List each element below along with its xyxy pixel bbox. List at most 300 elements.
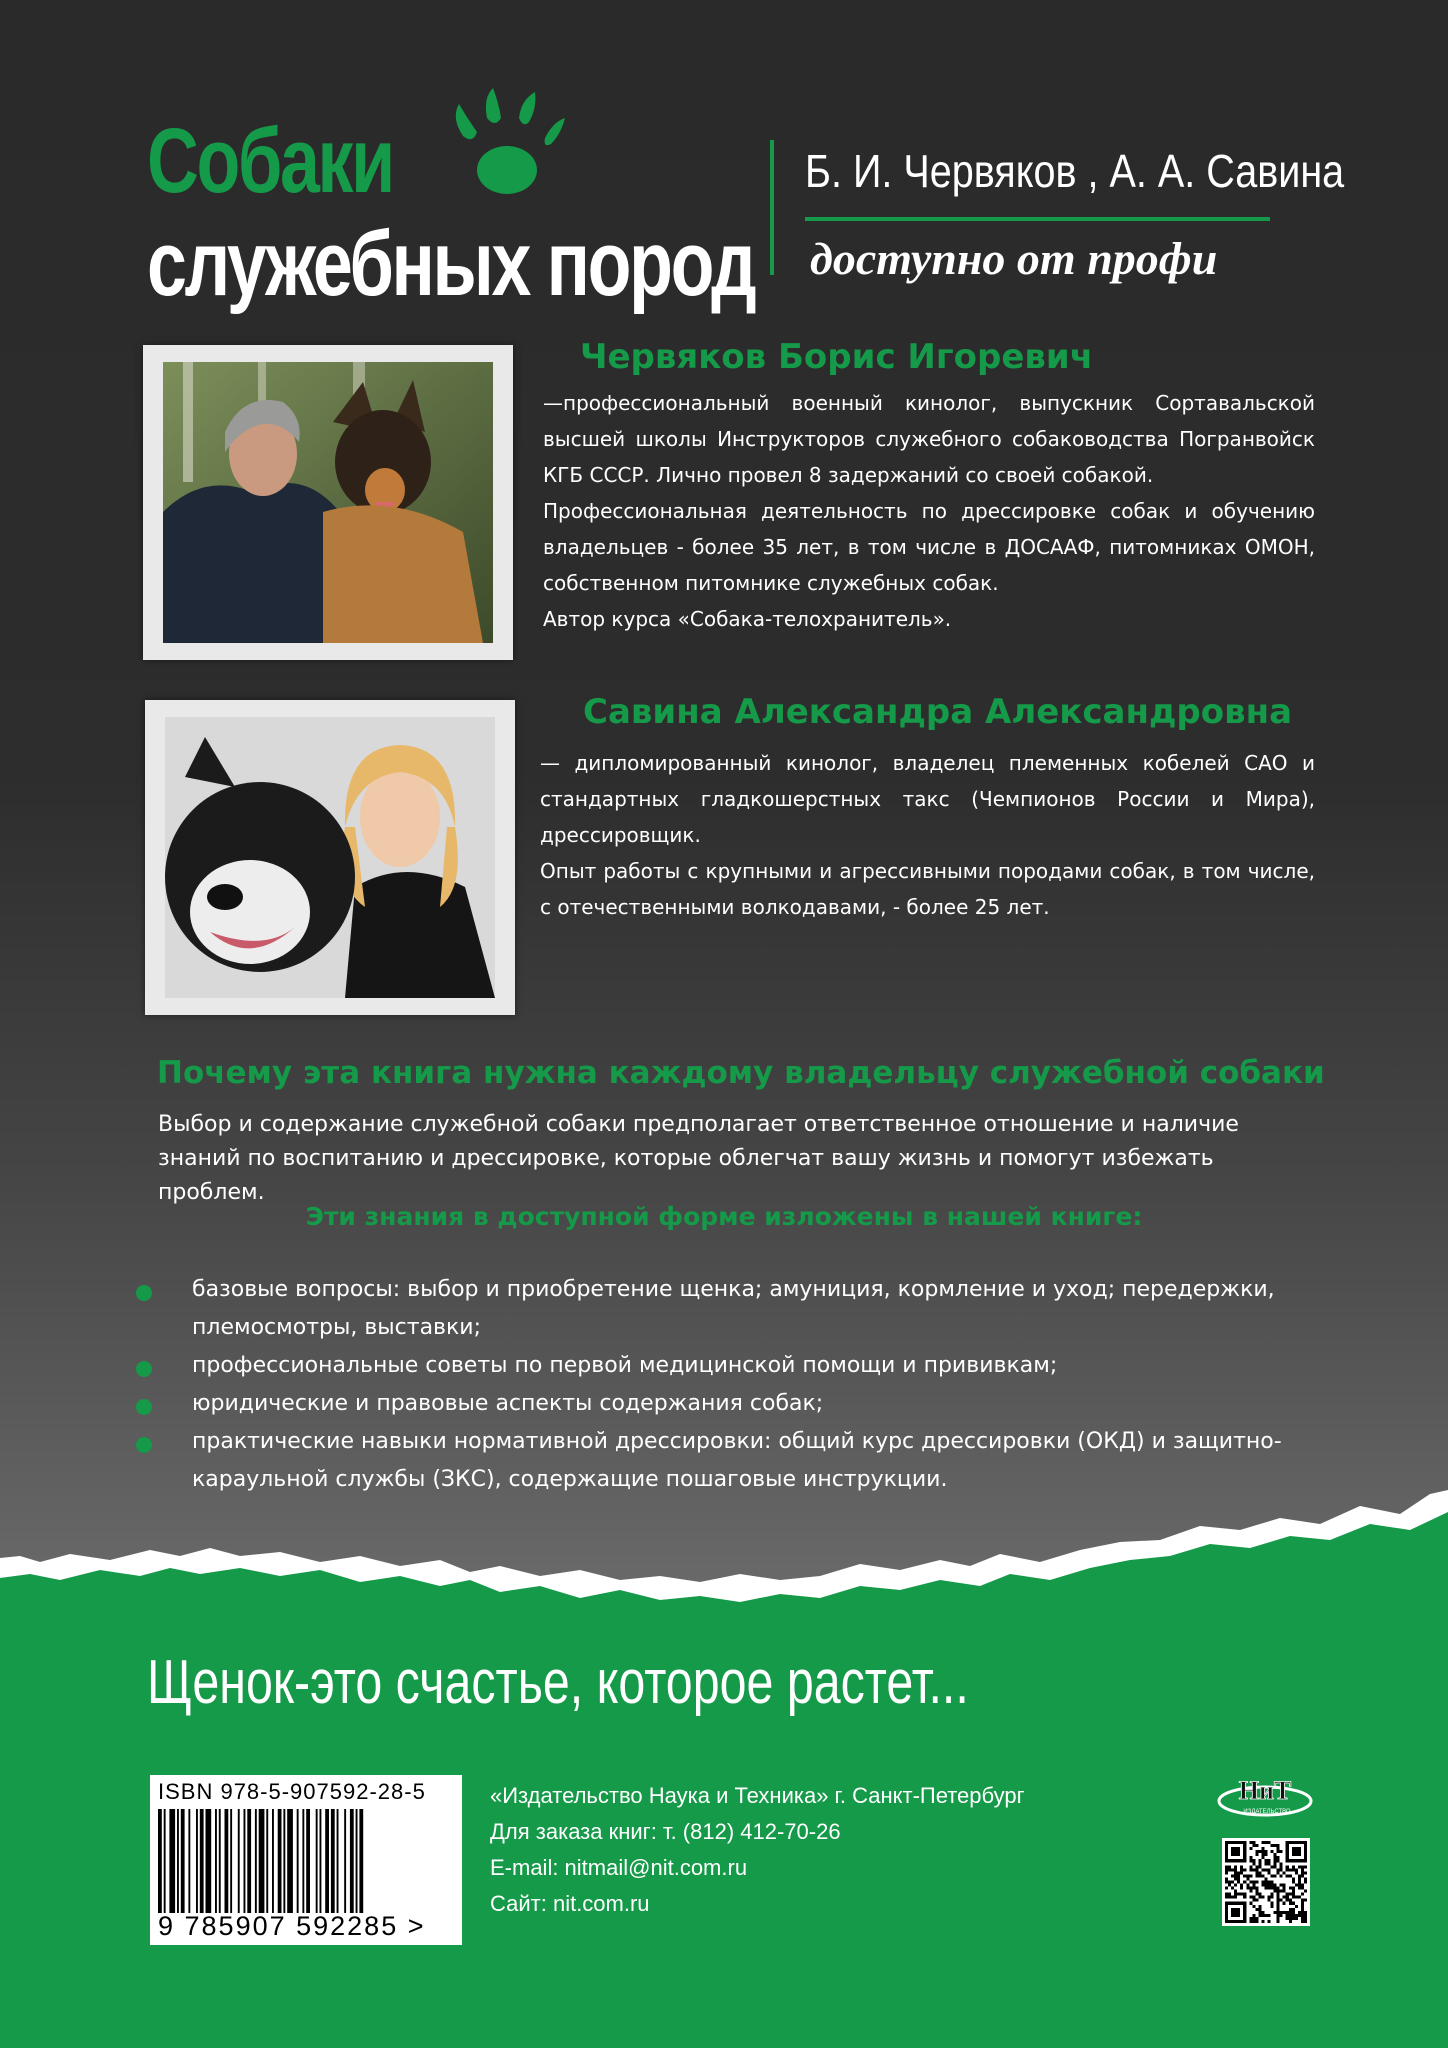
barcode-bar <box>344 1809 346 1913</box>
barcode-bar <box>219 1809 221 1913</box>
qr-module <box>1274 1874 1277 1877</box>
qr-module <box>1249 1920 1252 1923</box>
qr-module <box>1280 1890 1283 1893</box>
qr-module <box>1274 1911 1277 1914</box>
bio-paragraph: — дипломированный кинолог, владелец племенных кобелей САО и стандартных гладкошерстных такс (Чемпионов России и Мира), дрессировщик. <box>540 751 1315 847</box>
qr-module <box>1258 1908 1261 1911</box>
qr-module <box>1268 1859 1271 1862</box>
qr-module <box>1237 1877 1240 1880</box>
qr-module <box>1249 1902 1252 1905</box>
qr-module <box>1255 1908 1258 1911</box>
qr-module <box>1289 1887 1292 1890</box>
qr-module <box>1301 1902 1304 1905</box>
authors-underline <box>805 217 1270 221</box>
qr-module <box>1286 1893 1289 1896</box>
why-text: Выбор и содержание служебной собаки предполагает ответственное отношение и наличие знаний по воспитанию и дрессировке, которые облегчат вашу жизнь и помогут избежать проблем. <box>158 1112 1239 1205</box>
qr-module <box>1249 1874 1252 1877</box>
qr-module <box>1304 1914 1307 1917</box>
qr-module <box>1304 1871 1307 1874</box>
qr-module <box>1295 1868 1298 1871</box>
barcode-bar <box>225 1809 229 1913</box>
qr-module <box>1274 1865 1277 1868</box>
qr-module <box>1258 1905 1261 1908</box>
qr-module <box>1231 1880 1234 1883</box>
qr-module <box>1264 1880 1267 1883</box>
qr-module <box>1283 1884 1286 1887</box>
barcode-bar <box>272 1809 274 1913</box>
qr-module <box>1280 1914 1283 1917</box>
qr-module <box>1292 1890 1295 1893</box>
qr-module <box>1274 1844 1277 1847</box>
qr-module <box>1231 1874 1234 1877</box>
barcode-bar <box>359 1809 363 1913</box>
qr-module <box>1271 1902 1274 1905</box>
qr-module <box>1268 1862 1271 1865</box>
author-photo-cherviakov <box>143 345 513 660</box>
qr-module <box>1261 1911 1264 1914</box>
qr-module <box>1277 1868 1280 1871</box>
qr-module <box>1298 1887 1301 1890</box>
publisher-info <box>490 1778 1025 1922</box>
slogan: Щенок-это счастье, которое растет... <box>147 1648 969 1717</box>
bio-paragraph: Автор курса «Собака-телохранитель». <box>543 607 952 631</box>
qr-module <box>1228 1865 1231 1868</box>
barcode-bar <box>287 1809 293 1913</box>
qr-module <box>1295 1905 1298 1908</box>
qr-module <box>1252 1862 1255 1865</box>
qr-module <box>1298 1877 1301 1880</box>
qr-module <box>1277 1905 1280 1908</box>
qr-module <box>1289 1868 1292 1871</box>
qr-module <box>1274 1862 1277 1865</box>
bio-text-savina <box>540 745 1315 925</box>
qr-module <box>1286 1896 1289 1899</box>
qr-module <box>1264 1914 1267 1917</box>
qr-module <box>1261 1868 1264 1871</box>
qr-module <box>1283 1896 1286 1899</box>
qr-module <box>1258 1914 1261 1917</box>
qr-module <box>1283 1902 1286 1905</box>
qr-module <box>1225 1880 1228 1883</box>
qr-module <box>1225 1868 1228 1871</box>
qr-module <box>1252 1914 1255 1917</box>
qr-module <box>1225 1865 1228 1868</box>
qr-module <box>1301 1905 1304 1908</box>
qr-module <box>1298 1874 1301 1877</box>
barcode-bar <box>181 1809 185 1913</box>
qr-module <box>1268 1880 1271 1883</box>
qr-module <box>1274 1887 1277 1890</box>
qr-module <box>1264 1868 1267 1871</box>
qr-module <box>1252 1917 1255 1920</box>
qr-module <box>1283 1890 1286 1893</box>
qr-module <box>1252 1859 1255 1862</box>
qr-module <box>1246 1874 1249 1877</box>
qr-module <box>1277 1856 1280 1859</box>
publisher-site: Сайт: nit.com.ru <box>490 1891 650 1916</box>
qr-module <box>1304 1880 1307 1883</box>
qr-module <box>1255 1890 1258 1893</box>
qr-module <box>1249 1865 1252 1868</box>
qr-module <box>1304 1911 1307 1914</box>
knowledge-heading: Эти знания в доступной форме изложены в нашей книге: <box>305 1202 1143 1231</box>
qr-module <box>1237 1880 1240 1883</box>
qr-module <box>1274 1853 1277 1856</box>
list-item <box>130 1347 1330 1385</box>
qr-module <box>1292 1911 1295 1914</box>
qr-module <box>1292 1914 1295 1917</box>
publisher-phone: Для заказа книг: т. (812) 412-70-26 <box>490 1819 841 1844</box>
barcode-bar <box>169 1809 175 1913</box>
barcode-bar <box>196 1809 198 1913</box>
qr-module <box>1271 1850 1274 1853</box>
qr-module <box>1277 1890 1280 1893</box>
qr-module <box>1280 1911 1283 1914</box>
publisher-logo <box>1215 1773 1315 1819</box>
qr-module <box>1271 1905 1274 1908</box>
qr-module <box>1289 1874 1292 1877</box>
qr-module <box>1234 1896 1237 1899</box>
list-item <box>130 1271 1330 1347</box>
qr-module <box>1301 1868 1304 1871</box>
qr-module <box>1292 1893 1295 1896</box>
qr-module <box>1271 1893 1274 1896</box>
qr-module <box>1277 1899 1280 1902</box>
qr-module <box>1298 1911 1301 1914</box>
qr-module <box>1249 1868 1252 1871</box>
barcode-bar <box>302 1809 304 1913</box>
qr-module <box>1274 1856 1277 1859</box>
qr-module <box>1271 1884 1274 1887</box>
qr-module <box>1225 1887 1228 1890</box>
qr-module <box>1277 1893 1280 1896</box>
qr-module <box>1298 1914 1301 1917</box>
qr-module <box>1280 1868 1283 1871</box>
qr-module <box>1234 1877 1237 1880</box>
qr-module <box>1298 1896 1301 1899</box>
qr-module <box>1264 1887 1267 1890</box>
qr-module <box>1261 1850 1264 1853</box>
qr-module <box>1277 1887 1280 1890</box>
bullet-dot-icon <box>136 1437 152 1453</box>
qr-module <box>1295 1896 1298 1899</box>
qr-module <box>1292 1880 1295 1883</box>
qr-module <box>1252 1868 1255 1871</box>
qr-module <box>1292 1902 1295 1905</box>
qr-module <box>1292 1868 1295 1871</box>
qr-module <box>1225 1877 1228 1880</box>
qr-module <box>1249 1917 1252 1920</box>
qr-module <box>1252 1896 1255 1899</box>
qr-module <box>1240 1868 1243 1871</box>
barcode-bar <box>350 1809 354 1913</box>
qr-module <box>1237 1871 1240 1874</box>
barcode-bar <box>238 1809 240 1913</box>
qr-module <box>1271 1887 1274 1890</box>
qr-module <box>1277 1871 1280 1874</box>
qr-module <box>1240 1893 1243 1896</box>
barcode-bar <box>164 1809 166 1913</box>
qr-module <box>1249 1890 1252 1893</box>
qr-module <box>1277 1920 1280 1923</box>
qr-module <box>1255 1880 1258 1883</box>
qr-module <box>1268 1887 1271 1890</box>
qr-module <box>1249 1880 1252 1883</box>
barcode-bar <box>320 1809 322 1913</box>
qr-module <box>1234 1893 1237 1896</box>
qr-module <box>1301 1908 1304 1911</box>
qr-module <box>1268 1868 1271 1871</box>
qr-module <box>1258 1865 1261 1868</box>
qr-module <box>1292 1887 1295 1890</box>
qr-module <box>1234 1890 1237 1893</box>
qr-module <box>1280 1884 1283 1887</box>
qr-module <box>1261 1841 1264 1844</box>
qr-module <box>1264 1884 1267 1887</box>
qr-module <box>1261 1856 1264 1859</box>
barcode-bar <box>200 1809 204 1913</box>
qr-module <box>1258 1893 1261 1896</box>
qr-module <box>1261 1853 1264 1856</box>
qr-module <box>1301 1865 1304 1868</box>
barcode-bar <box>177 1809 179 1913</box>
qr-module <box>1292 1896 1295 1899</box>
qr-module <box>1292 1847 1301 1856</box>
qr-module <box>1277 1844 1280 1847</box>
qr-module <box>1301 1874 1304 1877</box>
barcode-bar <box>259 1809 265 1913</box>
header-divider <box>770 140 774 275</box>
qr-module <box>1292 1908 1295 1911</box>
list-item <box>130 1423 1330 1499</box>
qr-module <box>1258 1874 1261 1877</box>
list-item-text: профессиональные советы по первой медицинской помощи и прививкам; <box>192 1353 1058 1378</box>
qr-module <box>1255 1871 1258 1874</box>
qr-module <box>1264 1853 1267 1856</box>
photo-woman-with-dog <box>165 717 495 998</box>
barcode <box>158 1809 454 1913</box>
qr-module <box>1237 1874 1240 1877</box>
bio-paragraph: Опыт работы с крупными и агрессивными породами собак, в том числе, с отечественными волкодавами, - более 25 лет. <box>540 859 1315 919</box>
qr-module <box>1304 1920 1307 1923</box>
qr-module <box>1277 1902 1280 1905</box>
qr-module <box>1252 1880 1255 1883</box>
qr-module <box>1277 1850 1280 1853</box>
qr-module <box>1289 1893 1292 1896</box>
qr-module <box>1252 1887 1255 1890</box>
qr-module <box>1283 1871 1286 1874</box>
qr-module <box>1264 1862 1267 1865</box>
qr-module <box>1277 1896 1280 1899</box>
qr-module <box>1261 1880 1264 1883</box>
qr-module <box>1268 1920 1271 1923</box>
qr-module <box>1255 1899 1258 1902</box>
qr-module <box>1301 1871 1304 1874</box>
qr-module <box>1255 1893 1258 1896</box>
qr-module <box>1249 1896 1252 1899</box>
qr-module <box>1268 1841 1271 1844</box>
qr-module <box>1252 1905 1255 1908</box>
barcode-digits: 9 785907 592285 > <box>158 1911 426 1941</box>
qr-module <box>1274 1859 1277 1862</box>
barcode-bar <box>331 1809 335 1913</box>
logo-text: НиТ <box>1238 1776 1292 1805</box>
barcode-bar <box>325 1809 329 1913</box>
qr-module <box>1277 1847 1280 1850</box>
qr-module <box>1255 1887 1258 1890</box>
list-item <box>130 1385 1330 1423</box>
qr-module <box>1268 1896 1271 1899</box>
qr-module <box>1231 1887 1234 1890</box>
author-photo-savina <box>145 700 515 1015</box>
qr-module <box>1268 1914 1271 1917</box>
barcode-bar <box>306 1809 310 1913</box>
isbn-barcode <box>150 1775 462 1945</box>
qr-module <box>1295 1884 1298 1887</box>
qr-module <box>1268 1871 1271 1874</box>
qr-module <box>1277 1911 1280 1914</box>
qr-module <box>1228 1896 1231 1899</box>
qr-code <box>1222 1838 1310 1926</box>
publisher-name: «Издательство Наука и Техника» г. Санкт-Петербург <box>490 1783 1025 1808</box>
qr-module <box>1301 1917 1304 1920</box>
qr-module <box>1271 1844 1274 1847</box>
qr-module <box>1301 1893 1304 1896</box>
qr-module <box>1264 1841 1267 1844</box>
qr-module <box>1277 1908 1280 1911</box>
qr-module <box>1289 1920 1292 1923</box>
qr-module <box>1246 1887 1249 1890</box>
qr-module <box>1231 1896 1234 1899</box>
qr-module <box>1255 1917 1258 1920</box>
qr-module <box>1286 1874 1289 1877</box>
barcode-bar <box>158 1809 162 1913</box>
qr-module <box>1286 1868 1289 1871</box>
qr-module <box>1301 1884 1304 1887</box>
qr-module <box>1249 1856 1252 1859</box>
qr-module <box>1258 1850 1261 1853</box>
barcode-bar <box>188 1809 190 1913</box>
barcode-bar <box>356 1809 358 1913</box>
qr-module <box>1261 1914 1264 1917</box>
bio-name-savina: Савина Александра Александровна <box>583 692 1293 732</box>
qr-module <box>1298 1884 1301 1887</box>
qr-module <box>1252 1920 1255 1923</box>
bio-text-cherviakov <box>543 385 1315 637</box>
feature-list <box>130 1271 1330 1499</box>
qr-module <box>1255 1844 1258 1847</box>
qr-module <box>1261 1896 1264 1899</box>
bio-paragraph: —профессиональный военный кинолог, выпускник Сортавальской высшей школы Инструкторов служебного собаководства Погранвойск КГБ СССР. Лично провел 8 задержаний со своей собакой. <box>543 391 1315 487</box>
green-torn-band <box>0 1490 1448 2048</box>
title-line-1: Собаки <box>147 110 393 212</box>
isbn-number: ISBN 978-5-907592-28-5 <box>158 1779 426 1804</box>
why-heading: Почему эта книга нужна каждому владельцу служебной собаки <box>157 1055 1325 1091</box>
bullet-dot-icon <box>136 1285 152 1301</box>
list-item-text: юридические и правовые аспекты содержания собак; <box>192 1391 824 1416</box>
qr-module <box>1268 1899 1271 1902</box>
qr-module <box>1225 1896 1228 1899</box>
qr-module <box>1274 1884 1277 1887</box>
qr-module <box>1301 1911 1304 1914</box>
qr-module <box>1249 1847 1252 1850</box>
qr-module <box>1280 1865 1283 1868</box>
barcode-bar <box>206 1809 212 1913</box>
qr-module <box>1246 1877 1249 1880</box>
qr-module <box>1264 1877 1267 1880</box>
logo-subtext: ИЗДАТЕЛЬСТВО <box>1243 1809 1291 1815</box>
qr-module <box>1277 1859 1280 1862</box>
qr-module <box>1243 1880 1246 1883</box>
qr-module <box>1304 1917 1307 1920</box>
bullet-dot-icon <box>136 1399 152 1415</box>
qr-module <box>1255 1874 1258 1877</box>
qr-module <box>1240 1887 1243 1890</box>
qr-module <box>1240 1884 1243 1887</box>
qr-module <box>1261 1884 1264 1887</box>
qr-module <box>1258 1911 1261 1914</box>
qr-module <box>1295 1871 1298 1874</box>
qr-module <box>1252 1884 1255 1887</box>
barcode-bar <box>244 1809 246 1913</box>
qr-module <box>1280 1899 1283 1902</box>
title-line-2: служебных пород <box>147 213 755 315</box>
qr-module <box>1243 1874 1246 1877</box>
qr-module <box>1258 1896 1261 1899</box>
qr-module <box>1289 1908 1292 1911</box>
qr-module <box>1271 1880 1274 1883</box>
qr-module <box>1280 1850 1283 1853</box>
qr-module <box>1249 1841 1252 1844</box>
qr-module <box>1225 1871 1228 1874</box>
qr-module <box>1234 1884 1237 1887</box>
qr-module <box>1243 1868 1246 1871</box>
qr-module <box>1225 1893 1228 1896</box>
qr-module <box>1283 1911 1286 1914</box>
qr-module <box>1234 1871 1237 1874</box>
qr-module <box>1304 1890 1307 1893</box>
qr-module <box>1289 1914 1292 1917</box>
qr-module <box>1289 1911 1292 1914</box>
qr-module <box>1289 1899 1292 1902</box>
bio-name-cherviakov: Червяков Борис Игоревич <box>580 337 1094 377</box>
qr-module <box>1286 1899 1289 1902</box>
qr-module <box>1240 1871 1243 1874</box>
qr-module <box>1264 1859 1267 1862</box>
qr-module <box>1240 1865 1243 1868</box>
qr-module <box>1289 1902 1292 1905</box>
qr-module <box>1292 1877 1295 1880</box>
qr-module <box>1280 1874 1283 1877</box>
qr-module <box>1261 1847 1264 1850</box>
qr-module <box>1255 1850 1258 1853</box>
qr-module <box>1301 1914 1304 1917</box>
qr-module <box>1283 1887 1286 1890</box>
list-item-text: практические навыки нормативной дрессировки: общий курс дрессировки (ОКД) и защитно-караульной службы (ЗКС), содержащие пошаговые инструкции. <box>192 1429 1282 1492</box>
barcode-bar <box>283 1809 285 1913</box>
bullet-dot-icon <box>136 1361 152 1377</box>
qr-module <box>1258 1862 1261 1865</box>
qr-module <box>1277 1917 1280 1920</box>
qr-module <box>1261 1874 1264 1877</box>
qr-module <box>1301 1887 1304 1890</box>
qr-module <box>1243 1893 1246 1896</box>
paw-icon <box>445 88 565 208</box>
qr-module <box>1228 1880 1231 1883</box>
qr-module <box>1298 1880 1301 1883</box>
qr-module <box>1255 1853 1258 1856</box>
publisher-email: E-mail: nitmail@nit.com.ru <box>490 1855 748 1880</box>
